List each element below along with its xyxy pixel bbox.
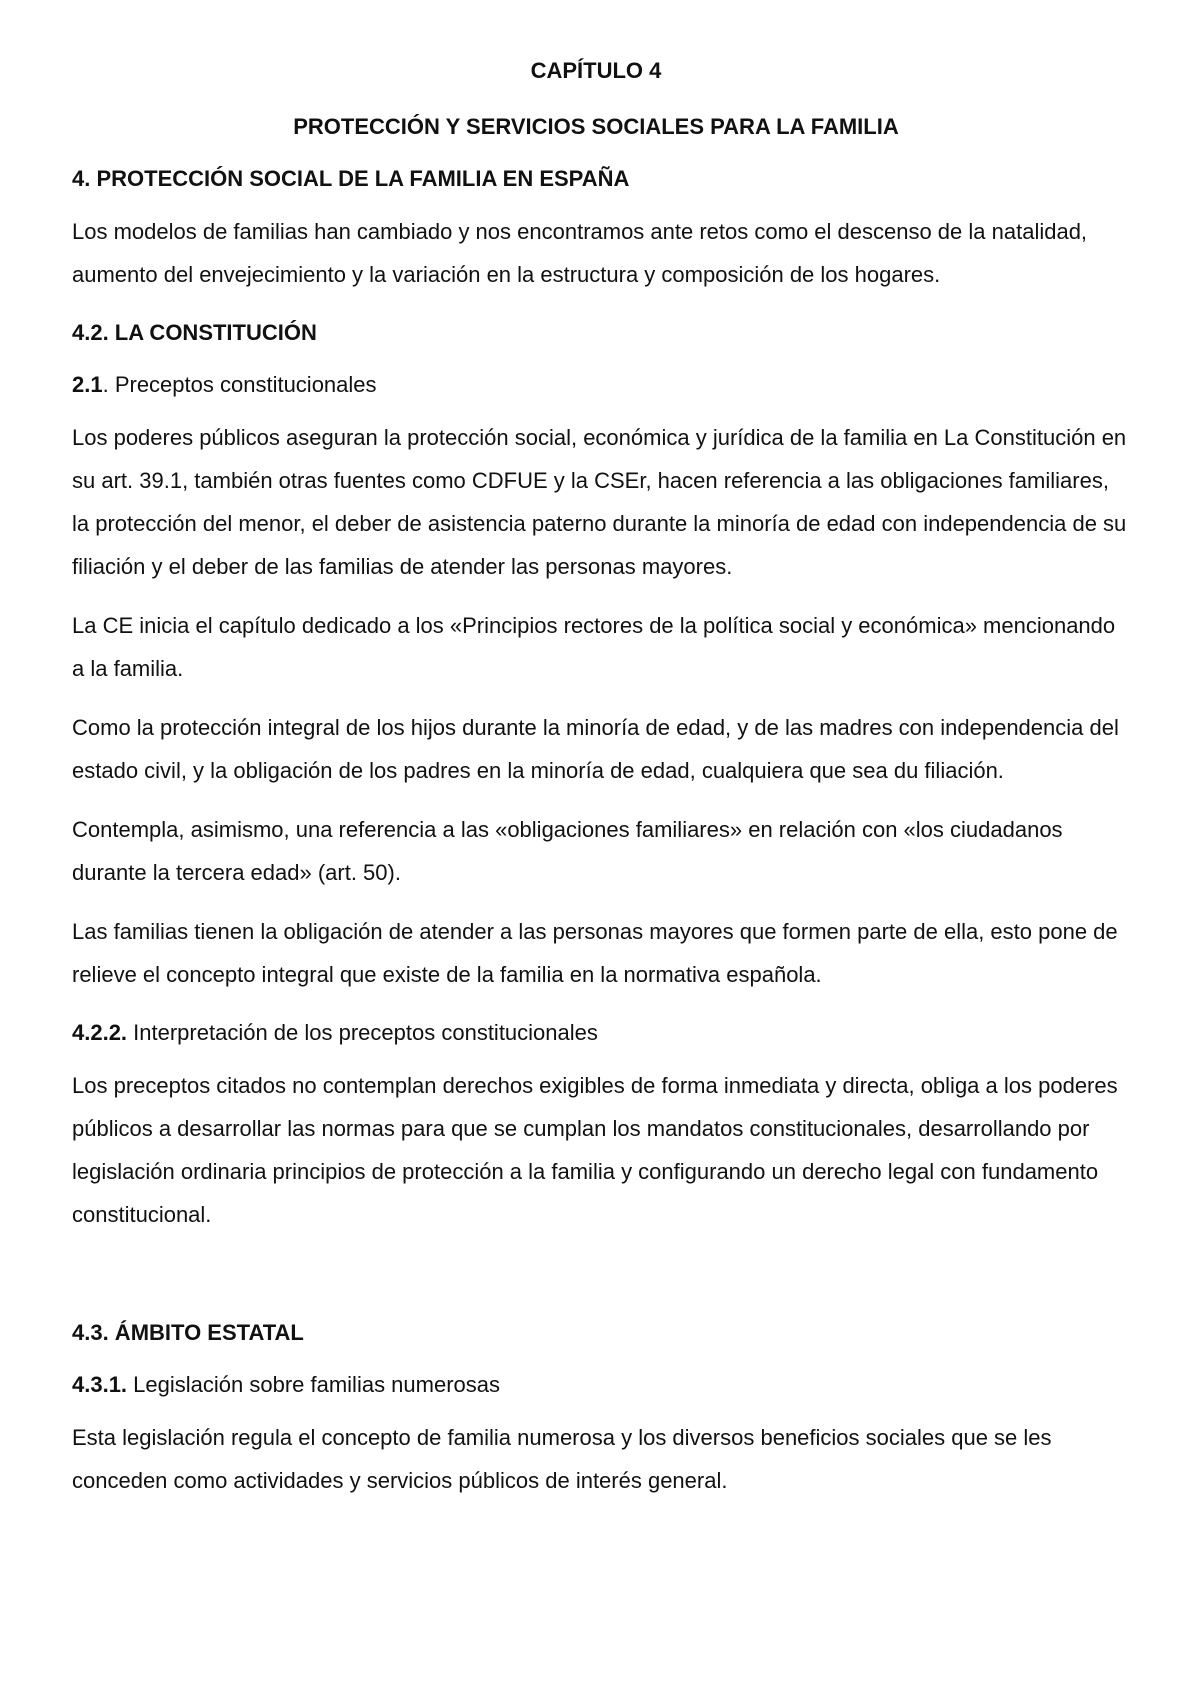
subsection-heading-2-1	[72, 370, 1132, 400]
chapter-title: PROTECCIÓN Y SERVICIOS SOCIALES PARA LA FAMILIA	[293, 114, 899, 139]
section-heading-4-3: 4.3. ÁMBITO ESTATAL	[72, 1320, 304, 1345]
subsection-title: Interpretación de los preceptos constitucionales	[127, 1020, 598, 1045]
paragraph: Los poderes públicos aseguran la protección social, económica y jurídica de la familia en La Constitución en su art. 39.1, también otras fuentes como CDFUE y la CSEr, hacen referencia a las obligaciones familiares, la protección del menor, el deber de asistencia paterno durante la minoría de edad con independencia de su filiación y el deber de las familias de atender las personas mayores.	[72, 425, 1127, 579]
subsection-title: Legislación sobre familias numerosas	[127, 1372, 501, 1397]
subsection-number: 4.2.2.	[72, 1020, 128, 1045]
subsection-heading-4-3-1	[72, 1370, 1132, 1400]
section-heading-4-2: 4.2. LA CONSTITUCIÓN	[72, 320, 317, 345]
subsection-number: 4.3.1.	[72, 1372, 128, 1397]
paragraph: Como la protección integral de los hijos durante la minoría de edad, y de las madres con independencia del estado civil, y la obligación de los padres en la minoría de edad, cualquiera que sea du filiación.	[72, 715, 1119, 783]
paragraph: Contempla, asimismo, una referencia a las «obligaciones familiares» en relación con «los ciudadanos durante la tercera edad» (art. 50).	[72, 817, 1063, 885]
paragraph: Los preceptos citados no contemplan derechos exigibles de forma inmediata y directa, obliga a los poderes públicos a desarrollar las normas para que se cumplan los mandatos constitucionales, desarrollando por legislación ordinaria principios de protección a la familia y configurando un derecho legal con fundamento constitucional.	[72, 1073, 1118, 1227]
document-page	[72, 56, 1132, 1502]
paragraph: Esta legislación regula el concepto de familia numerosa y los diversos beneficios sociales que se les conceden como actividades y servicios públicos de interés general.	[72, 1425, 1052, 1493]
subsection-number: 2.1	[72, 372, 103, 397]
paragraph: Las familias tienen la obligación de atender a las personas mayores que formen parte de ella, esto pone de relieve el concepto integral que existe de la familia en la normativa española.	[72, 919, 1118, 987]
subsection-title: . Preceptos constitucionales	[102, 372, 377, 397]
paragraph: La CE inicia el capítulo dedicado a los «Principios rectores de la política social y económica» mencionando a la familia.	[72, 613, 1116, 681]
subsection-heading-4-2-2	[72, 1018, 1132, 1048]
chapter-label: CAPÍTULO 4	[530, 58, 662, 83]
section-heading-4: 4. PROTECCIÓN SOCIAL DE LA FAMILIA EN ESPAÑA	[72, 166, 630, 191]
paragraph: Los modelos de familias han cambiado y nos encontramos ante retos como el descenso de la natalidad, aumento del envejecimiento y la variación en la estructura y composición de los hogares.	[72, 219, 1088, 287]
